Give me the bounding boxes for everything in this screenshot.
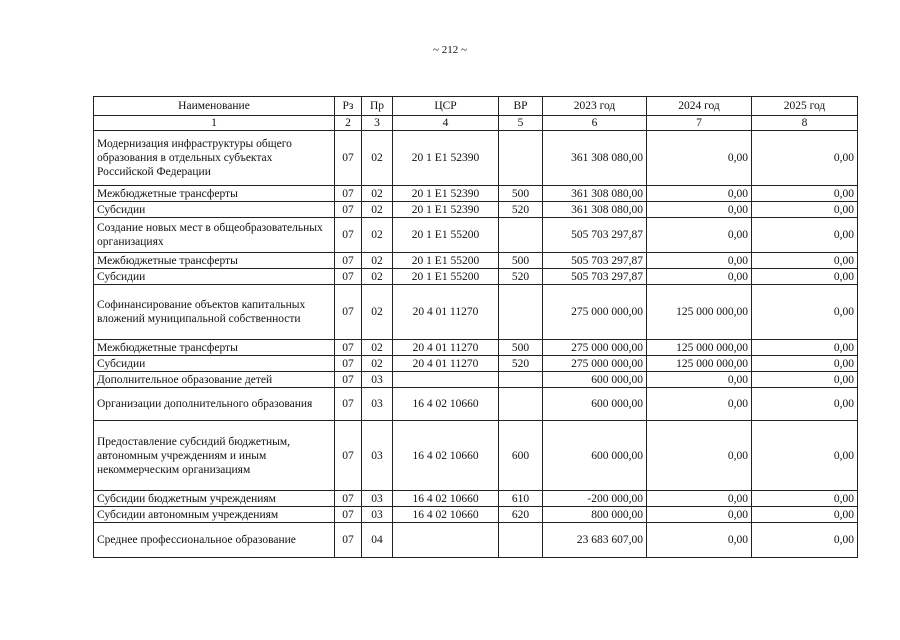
table-row (94, 285, 858, 340)
col-number: 4 (393, 116, 499, 131)
header-vr: ВР (499, 97, 543, 116)
table-row (94, 491, 858, 507)
row-amount-2023: 600 000,00 (543, 388, 647, 421)
table-row (94, 388, 858, 421)
row-csr: 16 4 02 10660 (393, 421, 499, 491)
row-name: Предоставление субсидий бюджетным, автономным учреждениям и иным некоммерческим организациям (94, 421, 335, 491)
header-2025: 2025 год (752, 97, 858, 116)
row-amount-2025: 0,00 (752, 421, 858, 491)
row-csr: 20 1 E1 55200 (393, 218, 499, 253)
row-name: Субсидии автономным учреждениям (94, 507, 335, 523)
row-pr: 02 (362, 253, 393, 269)
row-amount-2024: 0,00 (647, 507, 752, 523)
row-amount-2025: 0,00 (752, 131, 858, 186)
row-amount-2023: 275 000 000,00 (543, 285, 647, 340)
row-pr: 02 (362, 202, 393, 218)
col-number: 2 (335, 116, 362, 131)
table-row (94, 340, 858, 356)
row-pr: 02 (362, 186, 393, 202)
row-amount-2024: 0,00 (647, 269, 752, 285)
row-name: Софинансирование объектов капитальных вложений муниципальной собственности (94, 285, 335, 340)
header-name: Наименование (94, 97, 335, 116)
row-amount-2024: 0,00 (647, 218, 752, 253)
row-csr (393, 523, 499, 558)
row-name: Организации дополнительного образования (94, 388, 335, 421)
row-rz: 07 (335, 421, 362, 491)
header-pr: Пр (362, 97, 393, 116)
row-amount-2024: 0,00 (647, 523, 752, 558)
table-row (94, 202, 858, 218)
col-number: 1 (94, 116, 335, 131)
row-csr: 20 4 01 11270 (393, 340, 499, 356)
row-rz: 07 (335, 372, 362, 388)
row-vr: 500 (499, 186, 543, 202)
column-number-row (94, 116, 858, 131)
row-vr: 610 (499, 491, 543, 507)
row-amount-2023: 275 000 000,00 (543, 340, 647, 356)
row-rz: 07 (335, 269, 362, 285)
row-pr: 03 (362, 491, 393, 507)
row-amount-2025: 0,00 (752, 523, 858, 558)
row-csr: 20 1 E1 55200 (393, 269, 499, 285)
row-rz: 07 (335, 388, 362, 421)
row-name: Субсидии бюджетным учреждениям (94, 491, 335, 507)
page-number: ~ 212 ~ (433, 44, 467, 56)
row-rz: 07 (335, 340, 362, 356)
row-pr: 02 (362, 356, 393, 372)
row-pr: 02 (362, 285, 393, 340)
row-csr: 20 1 E1 52390 (393, 131, 499, 186)
row-pr: 02 (362, 269, 393, 285)
row-name: Модернизация инфраструктуры общего образования в отдельных субъектах Российской Федерации (94, 131, 335, 186)
table-row (94, 507, 858, 523)
row-amount-2025: 0,00 (752, 507, 858, 523)
table-row (94, 253, 858, 269)
row-name: Межбюджетные трансферты (94, 253, 335, 269)
row-rz: 07 (335, 356, 362, 372)
row-name: Субсидии (94, 202, 335, 218)
row-rz: 07 (335, 523, 362, 558)
row-amount-2025: 0,00 (752, 356, 858, 372)
row-amount-2024: 0,00 (647, 421, 752, 491)
row-csr: 16 4 02 10660 (393, 388, 499, 421)
row-vr: 500 (499, 253, 543, 269)
col-number: 8 (752, 116, 858, 131)
budget-table (93, 96, 858, 558)
row-vr (499, 131, 543, 186)
header-2023: 2023 год (543, 97, 647, 116)
row-csr: 20 1 E1 52390 (393, 202, 499, 218)
row-name: Межбюджетные трансферты (94, 186, 335, 202)
col-number: 7 (647, 116, 752, 131)
row-vr: 520 (499, 356, 543, 372)
row-vr: 520 (499, 202, 543, 218)
table-row (94, 372, 858, 388)
table-row (94, 131, 858, 186)
row-name: Субсидии (94, 356, 335, 372)
row-amount-2024: 0,00 (647, 253, 752, 269)
row-csr: 20 4 01 11270 (393, 285, 499, 340)
row-rz: 07 (335, 491, 362, 507)
row-csr (393, 372, 499, 388)
row-csr: 16 4 02 10660 (393, 491, 499, 507)
row-rz: 07 (335, 202, 362, 218)
row-vr (499, 372, 543, 388)
row-amount-2025: 0,00 (752, 269, 858, 285)
row-amount-2025: 0,00 (752, 202, 858, 218)
row-rz: 07 (335, 131, 362, 186)
row-amount-2024: 125 000 000,00 (647, 340, 752, 356)
row-amount-2025: 0,00 (752, 340, 858, 356)
row-amount-2024: 125 000 000,00 (647, 356, 752, 372)
row-amount-2023: 600 000,00 (543, 421, 647, 491)
row-csr: 20 1 E1 52390 (393, 186, 499, 202)
row-amount-2024: 0,00 (647, 186, 752, 202)
row-amount-2023: -200 000,00 (543, 491, 647, 507)
row-rz: 07 (335, 186, 362, 202)
row-pr: 02 (362, 340, 393, 356)
row-rz: 07 (335, 507, 362, 523)
row-pr: 03 (362, 507, 393, 523)
row-amount-2024: 0,00 (647, 388, 752, 421)
header-row (94, 97, 858, 116)
row-vr: 600 (499, 421, 543, 491)
row-amount-2025: 0,00 (752, 218, 858, 253)
row-amount-2024: 0,00 (647, 372, 752, 388)
row-amount-2023: 505 703 297,87 (543, 269, 647, 285)
row-pr: 04 (362, 523, 393, 558)
row-vr: 620 (499, 507, 543, 523)
header-rz: Рз (335, 97, 362, 116)
row-amount-2023: 505 703 297,87 (543, 218, 647, 253)
row-rz: 07 (335, 218, 362, 253)
row-name: Дополнительное образование детей (94, 372, 335, 388)
row-csr: 16 4 02 10660 (393, 507, 499, 523)
row-amount-2023: 361 308 080,00 (543, 131, 647, 186)
row-amount-2023: 361 308 080,00 (543, 186, 647, 202)
row-amount-2023: 23 683 607,00 (543, 523, 647, 558)
row-csr: 20 1 E1 55200 (393, 253, 499, 269)
row-name: Создание новых мест в общеобразовательных организациях (94, 218, 335, 253)
row-amount-2025: 0,00 (752, 372, 858, 388)
table-row (94, 523, 858, 558)
row-pr: 03 (362, 421, 393, 491)
row-amount-2023: 275 000 000,00 (543, 356, 647, 372)
row-amount-2023: 600 000,00 (543, 372, 647, 388)
row-pr: 02 (362, 218, 393, 253)
row-name: Межбюджетные трансферты (94, 340, 335, 356)
row-vr (499, 523, 543, 558)
row-amount-2024: 0,00 (647, 131, 752, 186)
row-vr: 520 (499, 269, 543, 285)
table-row (94, 218, 858, 253)
col-number: 6 (543, 116, 647, 131)
table-row (94, 356, 858, 372)
row-vr: 500 (499, 340, 543, 356)
row-amount-2024: 0,00 (647, 202, 752, 218)
row-amount-2023: 800 000,00 (543, 507, 647, 523)
col-number: 5 (499, 116, 543, 131)
row-csr: 20 4 01 11270 (393, 356, 499, 372)
row-pr: 03 (362, 388, 393, 421)
row-amount-2024: 0,00 (647, 491, 752, 507)
row-rz: 07 (335, 285, 362, 340)
row-amount-2025: 0,00 (752, 388, 858, 421)
col-number: 3 (362, 116, 393, 131)
row-name: Среднее профессиональное образование (94, 523, 335, 558)
row-name: Субсидии (94, 269, 335, 285)
row-amount-2023: 361 308 080,00 (543, 202, 647, 218)
row-vr (499, 285, 543, 340)
row-pr: 02 (362, 131, 393, 186)
row-amount-2024: 125 000 000,00 (647, 285, 752, 340)
row-vr (499, 218, 543, 253)
header-2024: 2024 год (647, 97, 752, 116)
row-pr: 03 (362, 372, 393, 388)
row-amount-2023: 505 703 297,87 (543, 253, 647, 269)
row-amount-2025: 0,00 (752, 491, 858, 507)
table-row (94, 186, 858, 202)
row-vr (499, 388, 543, 421)
row-amount-2025: 0,00 (752, 253, 858, 269)
header-csr: ЦСР (393, 97, 499, 116)
row-rz: 07 (335, 253, 362, 269)
table-row (94, 421, 858, 491)
table-row (94, 269, 858, 285)
row-amount-2025: 0,00 (752, 285, 858, 340)
row-amount-2025: 0,00 (752, 186, 858, 202)
